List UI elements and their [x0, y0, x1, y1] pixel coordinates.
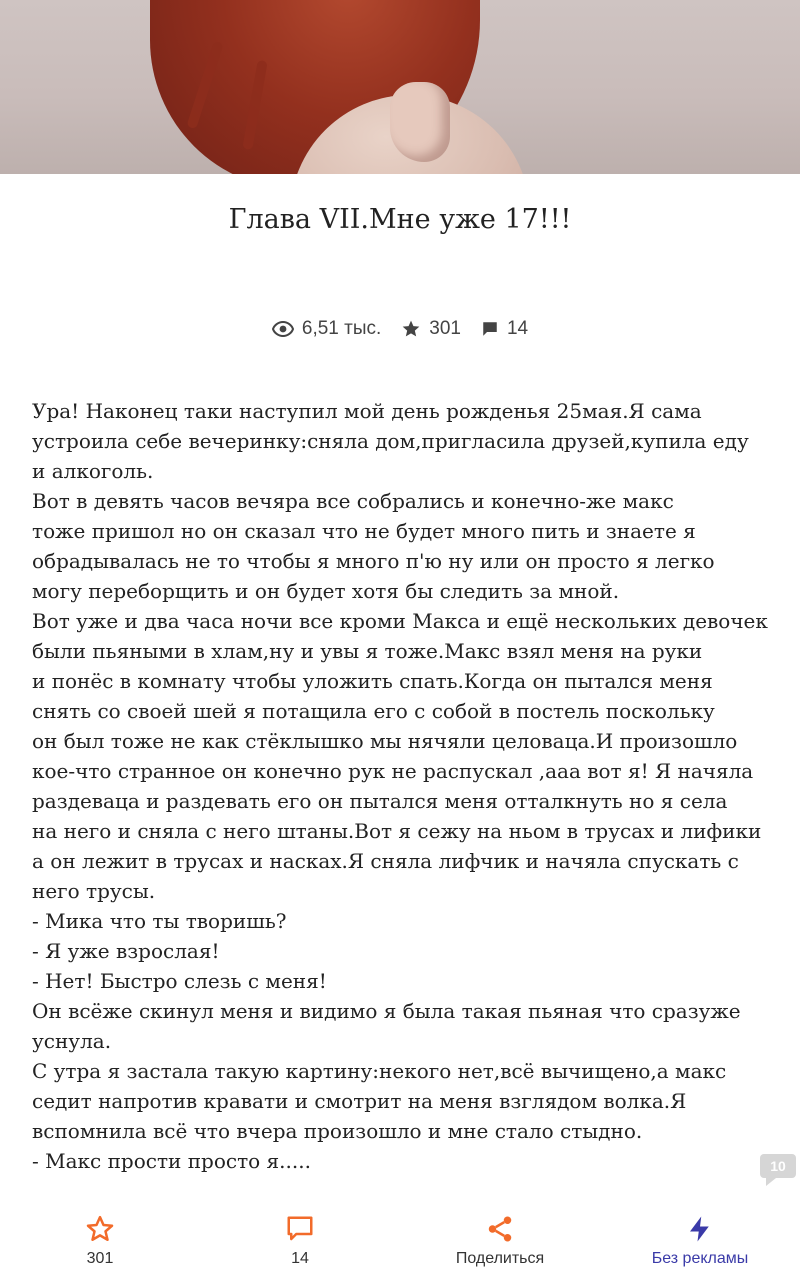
text-line: Ура! Наконец таки наступил мой день рожденья 25мая.Я сама [32, 399, 702, 423]
comments-button-label: 14 [291, 1250, 309, 1267]
text-line: обрадывалась не то чтобы я много п'ю ну или он просто я легко [32, 549, 715, 573]
text-line: Вот уже и два часа ночи все кроми Макса и ещё нескольких девочек [32, 609, 768, 633]
no-ads-button-label: Без рекламы [651, 1250, 749, 1267]
no-ads-button[interactable] [620, 1214, 780, 1268]
chapter-text [32, 396, 777, 1176]
star-button[interactable] [20, 1214, 180, 1268]
text-line: вспомнила всё что вчера произошло и мне стало стыдно. [32, 1119, 643, 1143]
comments-stat [481, 318, 528, 340]
chapter-title: Глава VII.Мне уже 17!!! [228, 204, 572, 235]
text-line: раздеваца и раздевать его он пытался меня отталкнуть но я села [32, 789, 728, 813]
text-line: Вот в девять часов вечяра все собрались и конечно-же макс [32, 489, 674, 513]
star-outline-icon [85, 1214, 115, 1244]
text-line: а он лежит в трусах и насках.Я сняла лифчик и начяла спускать с [32, 849, 739, 873]
share-icon [485, 1214, 515, 1244]
cover-ear [390, 82, 450, 162]
comments-count: 14 [506, 318, 529, 339]
comments-button[interactable] [220, 1214, 380, 1268]
text-line: тоже пришол но он сказал что не будет много пить и знаете я [32, 519, 696, 543]
text-line: - Нет! Быстро слезь с меня! [32, 969, 327, 993]
text-line: него трусы. [32, 879, 156, 903]
star-icon [401, 319, 421, 339]
text-line: - Макс прости просто я..... [32, 1149, 311, 1173]
lightning-icon [685, 1214, 715, 1244]
chapter-cover-image [0, 0, 800, 174]
share-button[interactable] [420, 1214, 580, 1268]
text-line: и алкоголь. [32, 459, 154, 483]
text-line: Он всёже скинул меня и видимо я была такая пьяная что сразуже [32, 999, 741, 1023]
star-button-label: 301 [86, 1250, 114, 1267]
text-line: устроила себе вечеринку:сняла дом,пригласила друзей,купила еду [32, 429, 749, 453]
text-line: были пьяными в хлам,ну и увы я тоже.Макс взял меня на руки [32, 639, 703, 663]
paragraph-comments-badge[interactable]: 10 [760, 1154, 796, 1178]
text-line: кое-что странное он конечно рук не распускал ,ааа вот я! Я начяла [32, 759, 754, 783]
text-line: С утра я застала такую картину:некого нет,всё вычищено,а макс [32, 1059, 727, 1083]
chapter-stats [0, 318, 800, 340]
text-line: уснула. [32, 1029, 112, 1053]
text-line: снять со своей шей я потащила его с собой в постель поскольку [32, 699, 715, 723]
bottom-action-bar [0, 1200, 800, 1280]
text-line: и понёс в комнату чтобы уложить спать.Когда он пытался меня [32, 669, 713, 693]
views-stat [272, 318, 381, 340]
text-line: - Я уже взрослая! [32, 939, 220, 963]
comment-outline-icon [285, 1214, 315, 1244]
comment-icon [481, 320, 499, 338]
text-line: могу переборщить и он будет хотя бы следить за мной. [32, 579, 620, 603]
text-line: он был тоже не как стёклышко мы нячяли целоваца.И произошло [32, 729, 738, 753]
views-count: 6,51 тыс. [301, 318, 382, 339]
text-line: на него и сняла с него штаны.Вот я сежу на ньом в трусах и лифики [32, 819, 762, 843]
stars-stat [401, 318, 461, 340]
text-line: седит напротив кравати и смотрит на меня взглядом волка.Я [32, 1089, 687, 1113]
text-line: - Мика что ты творишь? [32, 909, 287, 933]
eye-icon [272, 321, 294, 337]
stars-count: 301 [429, 318, 461, 339]
share-button-label: Поделиться [455, 1250, 545, 1267]
